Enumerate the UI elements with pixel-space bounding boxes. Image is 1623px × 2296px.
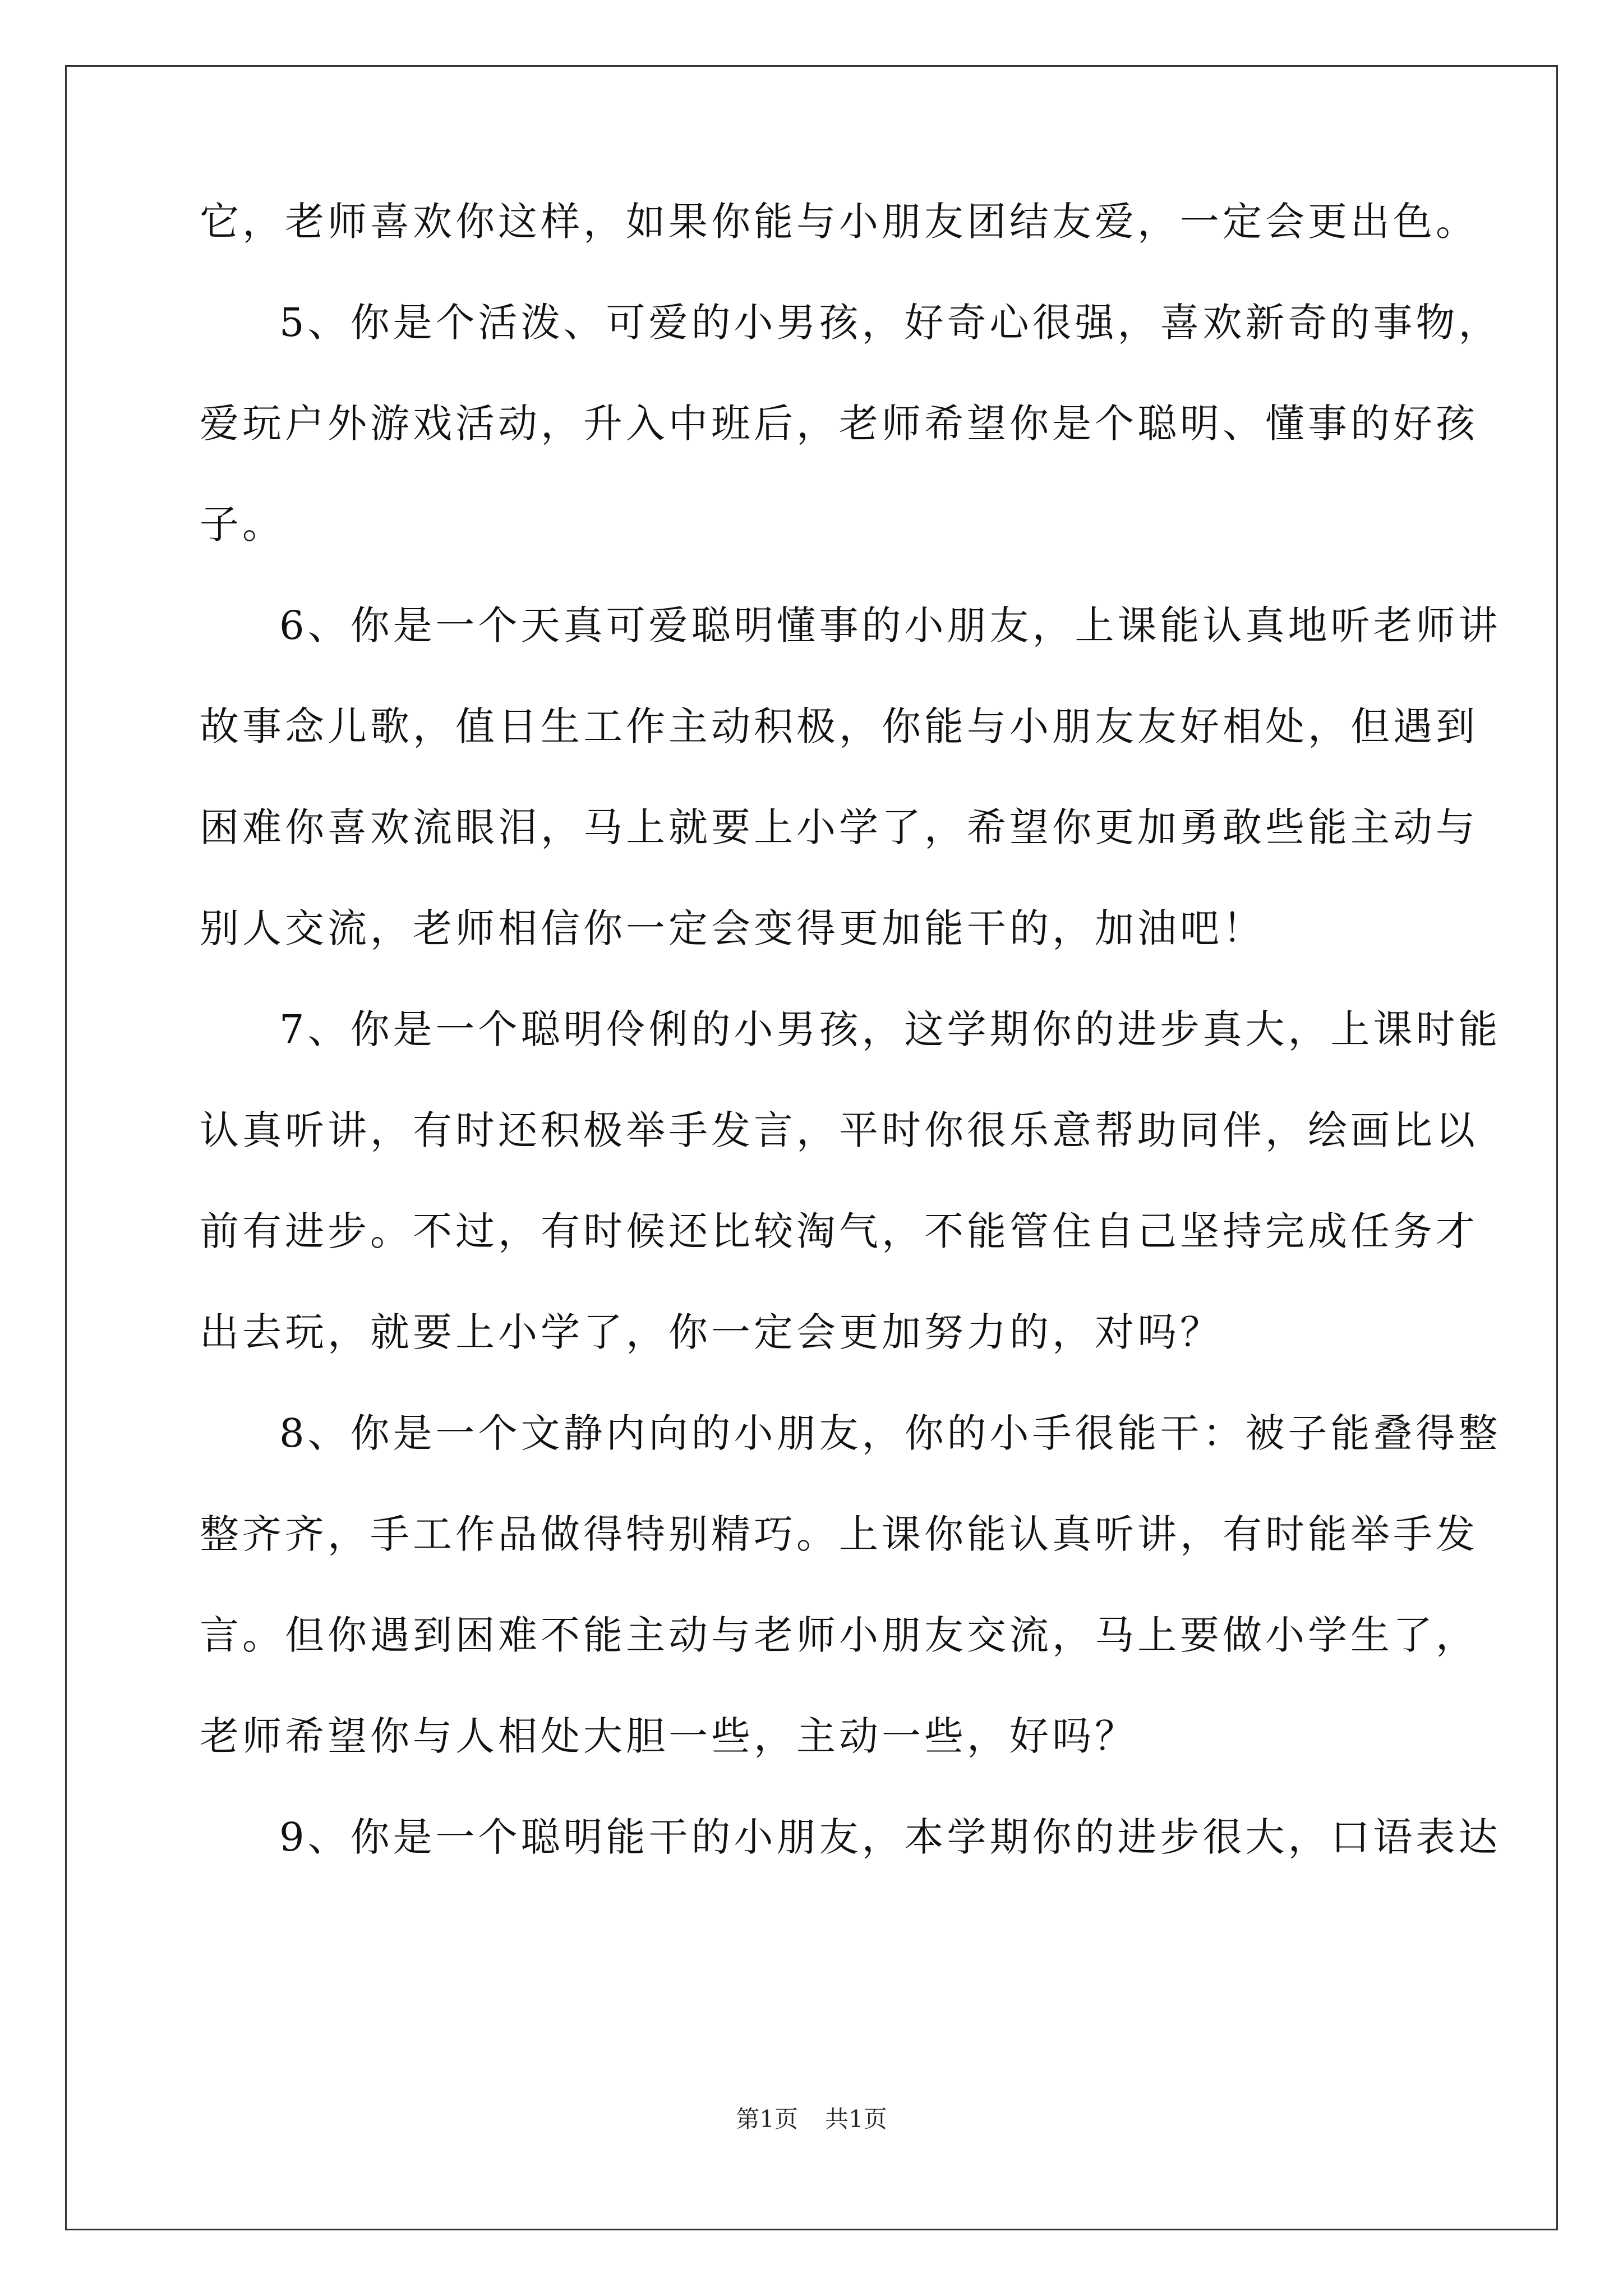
paragraph-6-line-3: 困难你喜欢流眼泪，马上就要上小学了，希望你更加勇敢些能主动与: [200, 804, 1478, 850]
paragraph-5-line-2: 爱玩户外游戏活动，升入中班后，老师希望你是个聪明、懂事的好孩: [200, 401, 1478, 447]
paragraph-8-line-2: 整齐齐，手工作品做得特别精巧。上课你能认真听讲，有时能举手发: [200, 1511, 1478, 1557]
paragraph-8-line-4: 老师希望你与人相处大胆一些，主动一些，好吗？: [200, 1713, 1137, 1759]
paragraph-5-line-3: 子。: [200, 501, 285, 547]
paragraph-7-line-4: 出去玩，就要上小学了，你一定会更加努力的，对吗？: [200, 1309, 1223, 1355]
paragraph-7-line-3: 前有进步。不过，有时候还比较淘气，不能管住自己坚持完成任务才: [200, 1208, 1478, 1254]
paragraph-8-line-3: 言。但你遇到困难不能主动与老师小朋友交流，马上要做小学生了，: [200, 1612, 1478, 1658]
paragraph-7-line-1: 7、你是一个聪明伶俐的小男孩，这学期你的进步真大，上课时能: [279, 1006, 1501, 1052]
paragraph-6-line-4: 别人交流，老师相信你一定会变得更加能干的，加油吧！: [200, 905, 1265, 951]
paragraph-5-line-1: 5、你是个活泼、可爱的小男孩，好奇心很强，喜欢新奇的事物，: [279, 300, 1501, 346]
paragraph-6-line-1: 6、你是一个天真可爱聪明懂事的小朋友，上课能认真地听老师讲: [279, 602, 1501, 648]
page-number-current: 第1页: [736, 2105, 798, 2133]
paragraph-6-line-2: 故事念儿歌，值日生工作主动积极，你能与小朋友友好相处，但遇到: [200, 703, 1478, 749]
text-line: 它，老师喜欢你这样，如果你能与小朋友团结友爱，一定会更出色。: [200, 199, 1478, 245]
paragraph-9-line-1: 9、你是一个聪明能干的小朋友，本学期你的进步很大，口语表达: [279, 1814, 1501, 1860]
page-footer: [0, 2104, 1623, 2135]
page-number-total: 共1页: [825, 2105, 887, 2133]
paragraph-7-line-2: 认真听讲，有时还积极举手发言，平时你很乐意帮助同伴，绘画比以: [200, 1107, 1478, 1153]
paragraph-8-line-1: 8、你是一个文静内向的小朋友，你的小手很能干：被子能叠得整: [279, 1410, 1501, 1456]
